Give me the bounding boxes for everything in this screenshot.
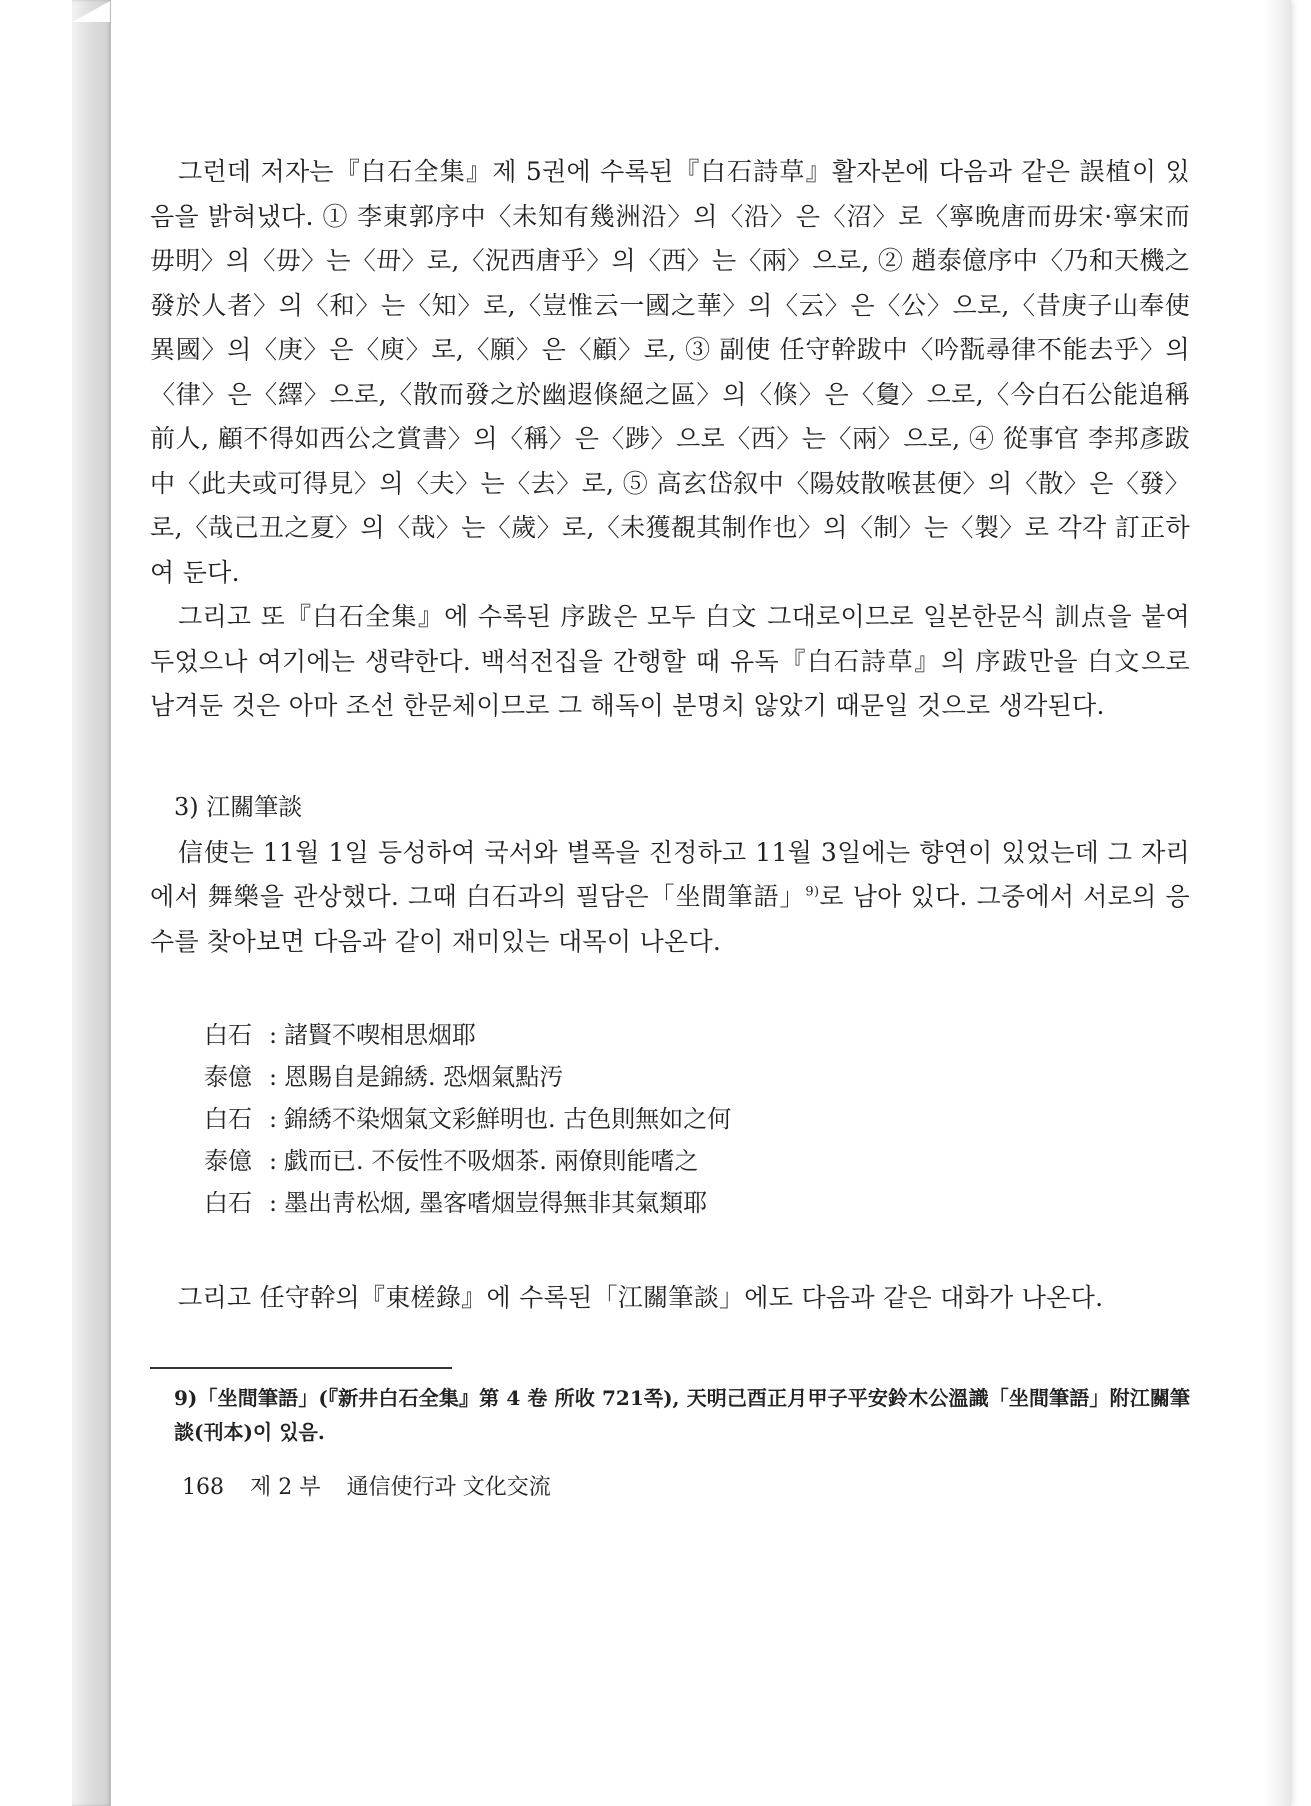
paragraph-dongsarok: 그리고 任守幹의『東槎錄』에 수록된「江關筆談」에도 다음과 같은 대화가 나온다.: [178, 1283, 1104, 1312]
page-number: 168: [182, 1474, 224, 1500]
book-spine: [72, 0, 112, 1806]
part-label: 제 2 부: [250, 1474, 321, 1500]
dialogue-line: [204, 1056, 1190, 1098]
footnote: 9)「坐間筆語」(『新井白石全集』第 4 卷 所收 721쪽), 天明己酉正月甲子平安鈴木公溫識「坐間筆語」附江關筆談(刊本)이 있음.: [174, 1385, 1190, 1444]
footnote-divider: [150, 1367, 452, 1369]
dialogue-speaker: 泰億: [204, 1147, 252, 1175]
dialogue-colon: :: [268, 1063, 278, 1091]
paragraph-envoy-banquet: [150, 831, 1190, 965]
paragraph-text-before-note: 信使는 11월 1일 등성하여 국서와 별폭을 진정하고 11월 3일에는 향연이 있었는데 그 자리에서 舞樂을 관상했다. 그때 白石과의 필담은「坐間筆語」: [150, 837, 1190, 911]
dialogue-speaker: 泰億: [204, 1063, 252, 1091]
dialogue-text: 諸賢不喫相思烟耶: [284, 1021, 476, 1049]
section-heading: 3) 江關筆談: [174, 792, 303, 821]
paragraph-preface-note: 그리고 또『白石全集』에 수록된 序跋은 모두 白文 그대로이므로 일본한문식 訓点을 붙여두었으나 여기에는 생략한다. 백석전집을 간행할 때 유독『白石詩草』의 序跋만을 白文으로 남겨둔 것은 아마 조선 한문체이므로 그 해독이 분명치 않았기 때문일 것으로 생각된다.: [150, 602, 1190, 720]
dialogue-line: [204, 1140, 1190, 1182]
dialogue-colon: :: [268, 1189, 278, 1217]
part-title: 通信使行과 文化交流: [346, 1474, 551, 1500]
dialogue-text: 恩賜自是錦綉. 恐烟氣點汚: [284, 1063, 564, 1091]
dialogue-colon: :: [268, 1147, 278, 1175]
dialogue-colon: :: [268, 1021, 278, 1049]
paragraph-text-after-note: 로 남아 있다. 그중에서 서로의 응수를 찾아보면 다음과 같이 재미있는 대목이 나온다.: [150, 882, 1190, 956]
dialogue-line: [204, 1014, 1190, 1056]
dialogue-speaker: 白石: [204, 1189, 252, 1217]
page-edge: [1265, 0, 1291, 1806]
page-body: [150, 150, 1190, 1505]
dialogue-speaker: 白石: [204, 1021, 252, 1049]
dialogue-text: 錦綉不染烟氣文彩鮮明也. 古色則無如之何: [284, 1105, 732, 1133]
paragraph-errata: 그런데 저자는『白石全集』제 5권에 수록된『白石詩草』활자본에 다음과 같은 誤植이 있음을 밝혀냈다. ① 李東郭序中〈未知有幾洲沿〉의〈沿〉은〈沼〉로〈寧晩唐而毋宋·寧宋而毋明〉의〈毋〉는〈毌〉로,〈況西唐乎〉의〈西〉는〈兩〉으로, ② 趙泰億序中〈乃和天機之發於人者〉의〈和〉는〈知〉로,〈豈惟云一國之華〉의〈云〉은〈公〉으로,〈昔庚子山奉使異國〉의〈庚〉은〈庾〉로,〈願〉은〈顧〉로, ③ 副使 任守幹跋中〈吟翫尋律不能去乎〉의〈律〉은〈繹〉으로,〈散而發之於幽遐倏絕之區〉의〈倏〉은〈敻〉으로,〈今白石公能追稱前人, 顧不得如西公之賞書〉의〈稱〉은〈踄〉으로〈西〉는〈兩〉으로, ④ 從事官 李邦彥跋中〈此夫或可得見〉의〈夫〉는〈去〉로, ⑤ 高玄岱叙中〈陽妓散喉甚便〉의〈散〉은〈發〉로,〈哉己丑之夏〉의〈哉〉는〈歲〉로,〈未獲覩其制作也〉의〈制〉는〈製〉로 각각 訂正하여 둔다.: [150, 157, 1190, 587]
running-footer: [182, 1471, 1190, 1505]
footnote-marker: 9): [805, 884, 820, 900]
dialogue-text: 墨出靑松烟, 墨客嗜烟豈得無非其氣類耶: [284, 1189, 708, 1217]
dialogue-block: [204, 1014, 1190, 1224]
dialogue-speaker: 白石: [204, 1105, 252, 1133]
dialogue-text: 戯而已. 不佞性不吸烟茶. 兩僚則能嗜之: [284, 1147, 699, 1175]
dialogue-line: [204, 1098, 1190, 1140]
dialogue-line: [204, 1182, 1190, 1224]
dialogue-colon: :: [268, 1105, 278, 1133]
